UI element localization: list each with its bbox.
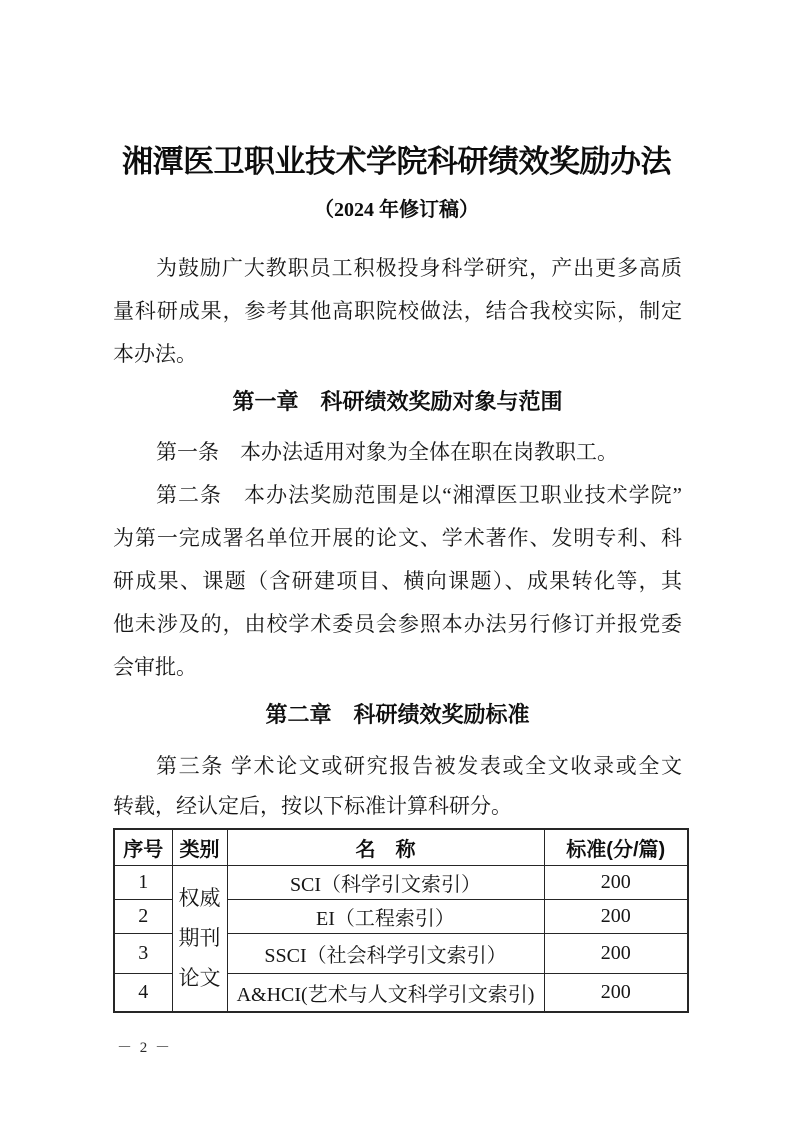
article-2-line-5: 会审批。	[113, 655, 197, 679]
article-1-text: 第一条 本办法适用对象为全体在职在岗教职工。	[156, 440, 618, 464]
document-body	[113, 247, 682, 1013]
cell-index: 1	[114, 865, 172, 899]
article-2-line-3: 研成果、课题（含研建项目、横向课题）、成果转化等，其	[113, 569, 682, 593]
article-3-line-2: 转载，经认定后，按以下标准计算科研分。	[113, 794, 512, 818]
cell-index: 3	[114, 933, 172, 973]
column-header-standard: 标准(分/篇)	[544, 829, 688, 865]
cell-category-merged	[172, 865, 227, 1012]
chapter-2-heading: 第二章 科研绩效奖励标准	[265, 702, 530, 727]
cell-standard: 200	[544, 899, 688, 933]
cell-name: SSCI（社会科学引文索引）	[227, 933, 544, 973]
reward-standards-table	[113, 828, 689, 1013]
cell-name: A&HCI(艺术与人文科学引文索引)	[227, 973, 544, 1012]
article-2-line-2: 为第一完成署名单位开展的论文、学术著作、发明专利、科	[113, 526, 682, 550]
page-number: － 2 －	[117, 1040, 173, 1056]
cell-standard: 200	[544, 865, 688, 899]
cell-standard: 200	[544, 973, 688, 1012]
paragraph-intro-line-2: 量科研成果，参考其他高职院校做法，结合我校实际，制定	[113, 299, 682, 323]
cell-name: EI（工程索引）	[227, 899, 544, 933]
cell-index: 2	[114, 899, 172, 933]
document-subtitle: （2024 年修订稿）	[314, 199, 479, 221]
column-header-category: 类别	[172, 829, 227, 865]
cell-index: 4	[114, 973, 172, 1012]
cell-standard: 200	[544, 933, 688, 973]
cell-name: SCI（科学引文索引）	[227, 865, 544, 899]
paragraph-intro-line-3: 本办法。	[113, 342, 197, 366]
table-header-row	[114, 829, 688, 865]
chapter-1-heading: 第一章 科研绩效奖励对象与范围	[232, 389, 563, 414]
article-2-line-4: 他未涉及的，由校学术委员会参照本办法另行修订并报党委	[113, 612, 682, 636]
column-header-name: 名 称	[227, 829, 544, 865]
article-3-line-1: 第三条 学术论文或研究报告被发表或全文收录或全文	[156, 754, 682, 778]
article-2-line-1: 第二条 本办法奖励范围是以“湘潭医卫职业技术学院”	[156, 483, 682, 507]
category-text: 权威期刊论文	[178, 886, 221, 991]
paragraph-intro-line-1: 为鼓励广大教职员工积极投身科学研究，产出更多高质	[156, 256, 682, 280]
column-header-index: 序号	[114, 829, 172, 865]
document-title: 湘潭医卫职业技术学院科研绩效奖励办法	[122, 144, 671, 179]
table-row	[114, 865, 688, 899]
